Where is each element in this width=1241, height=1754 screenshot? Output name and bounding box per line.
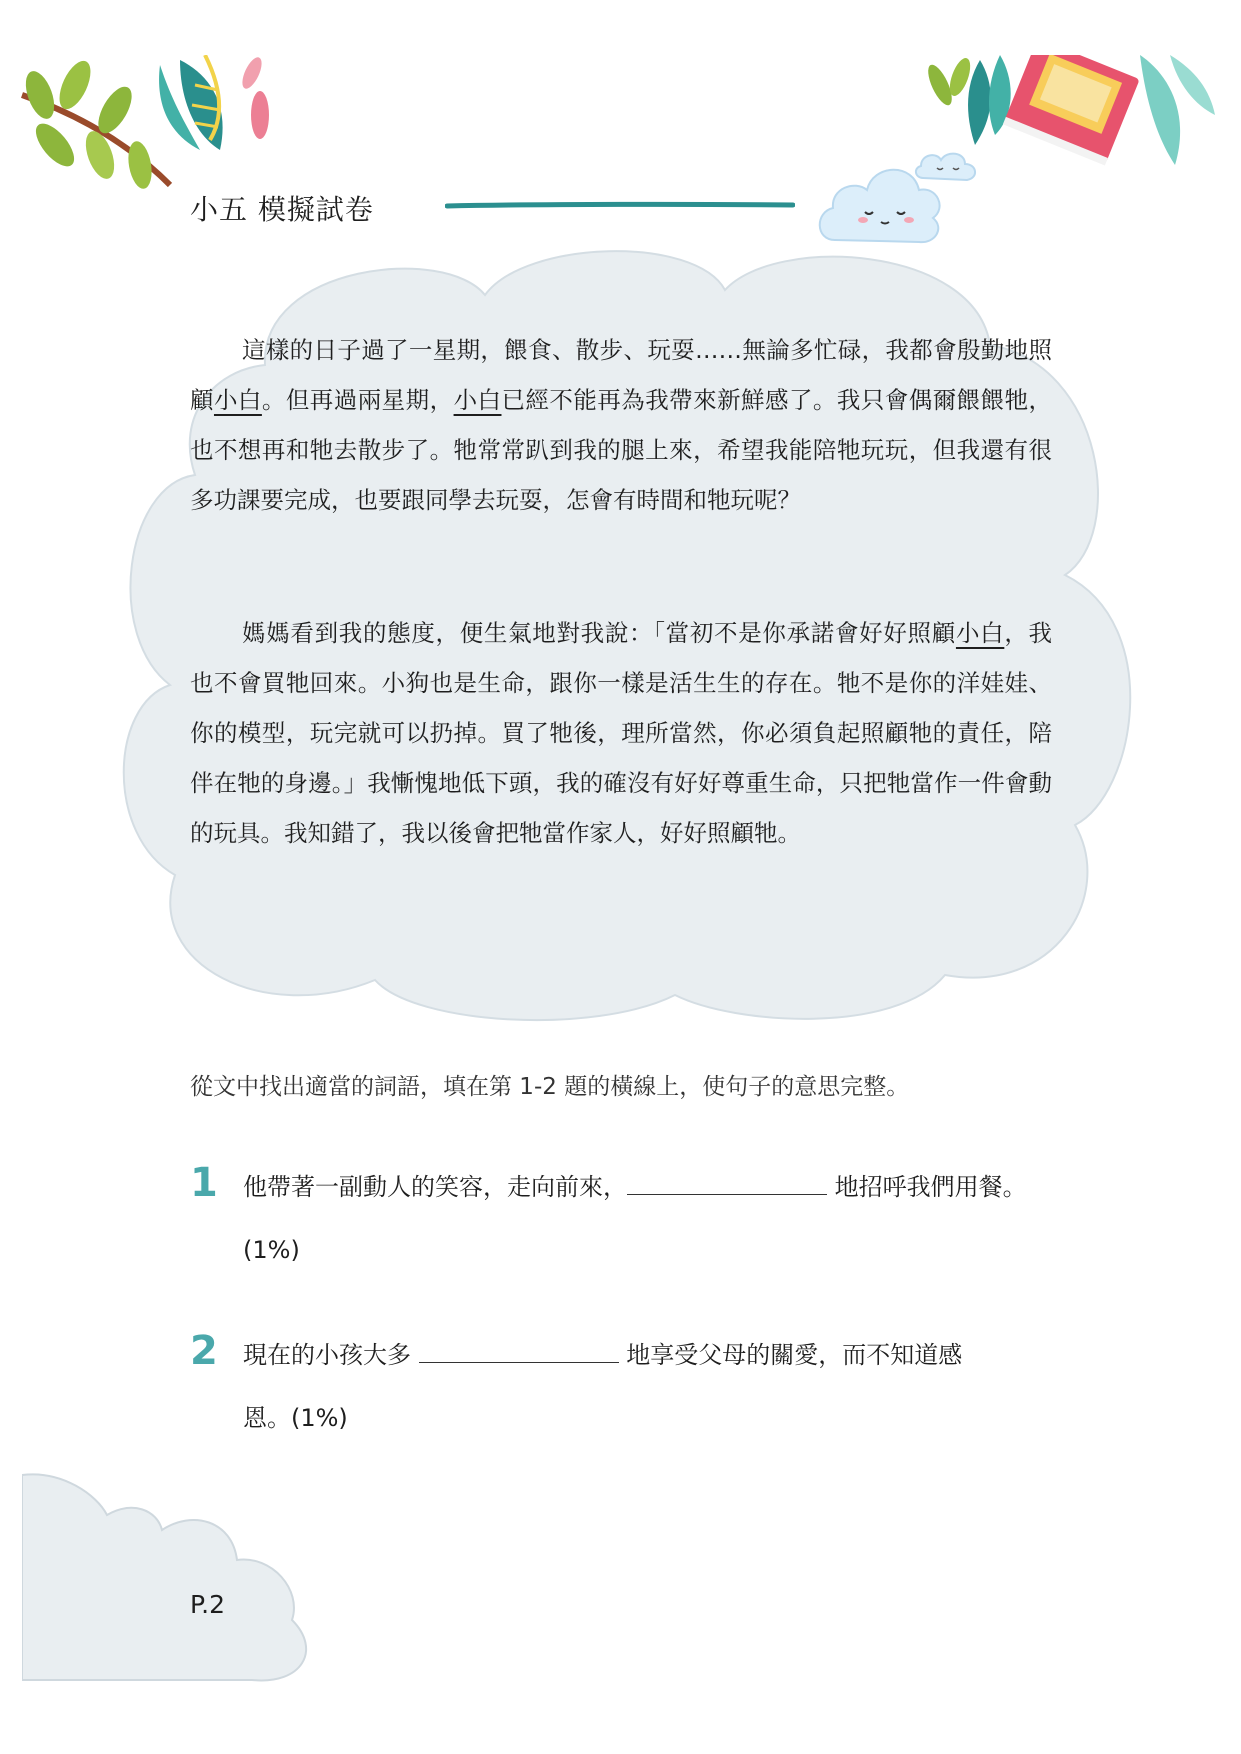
passage-paragraph-1 [190,325,1052,525]
question-number: 1 [190,1160,218,1206]
question-2-text [243,1336,1083,1373]
title-underline-decoration [445,200,795,212]
question-score: (1%) [243,1236,300,1264]
question-text: 地享受父母的關愛，而不知道感 [618,1341,963,1369]
instruction-text: 從文中找出適當的詞語，填在第 1-2 題的橫線上，使句子的意思完整。 [190,1074,910,1100]
question-1-text [243,1168,1083,1205]
proper-name-underlined: 小白 [955,619,1005,647]
question-number: 2 [190,1328,218,1374]
passage-text: 這樣的日子過了一星期，餵食、散步、玩耍……無論多忙碌，我都會殷勤地照顧 [190,336,1052,414]
passage-text: ，我也不會買牠回來。小狗也是生命，跟你一樣是活生生的存在。牠不是你的洋娃娃、你的模型，玩完就可以扔掉。買了牠後，理所當然，你必須負起照顧牠的責任，陪伴在牠的身邊。」我慚愧地低下頭，我的確沒有好好尊重生命，只把牠當作一件會動的玩具。我知錯了，我以後會把牠當作家人，好好照顧牠。 [190,619,1053,847]
passage-paragraph-2 [190,608,1052,858]
question-text: 現在的小孩大多 [243,1341,419,1369]
answer-blank-2[interactable] [419,1336,619,1363]
leaf-branch-illustration [20,55,280,195]
passage-text: 已經不能再為我帶來新鮮感了。我只會偶爾餵餵牠，也不想再和牠去散步了。牠常常趴到我的腿上來，希望我能陪牠玩玩，但我還有很多功課要完成，也要跟同學去玩耍，怎會有時間和牠玩呢？ [190,386,1053,514]
question-text: 他帶著一副動人的笑容，走向前來， [243,1173,627,1201]
footer-cloud-decoration [22,1470,322,1690]
passage-text: 媽媽看到我的態度，便生氣地對我說：「當初不是你承諾會好好照顧 [242,619,956,647]
passage-text: 。但再過兩星期， [261,386,454,414]
question-text-continued: 恩。(1%) [243,1404,348,1432]
answer-blank-1[interactable] [627,1168,827,1195]
page-number: P.2 [190,1590,226,1619]
proper-name-underlined: 小白 [213,386,262,414]
proper-name-underlined: 小白 [453,386,502,414]
question-text: 地招呼我們用餐。 [827,1173,1027,1201]
page-title: 小五 模擬試卷 [190,193,374,226]
